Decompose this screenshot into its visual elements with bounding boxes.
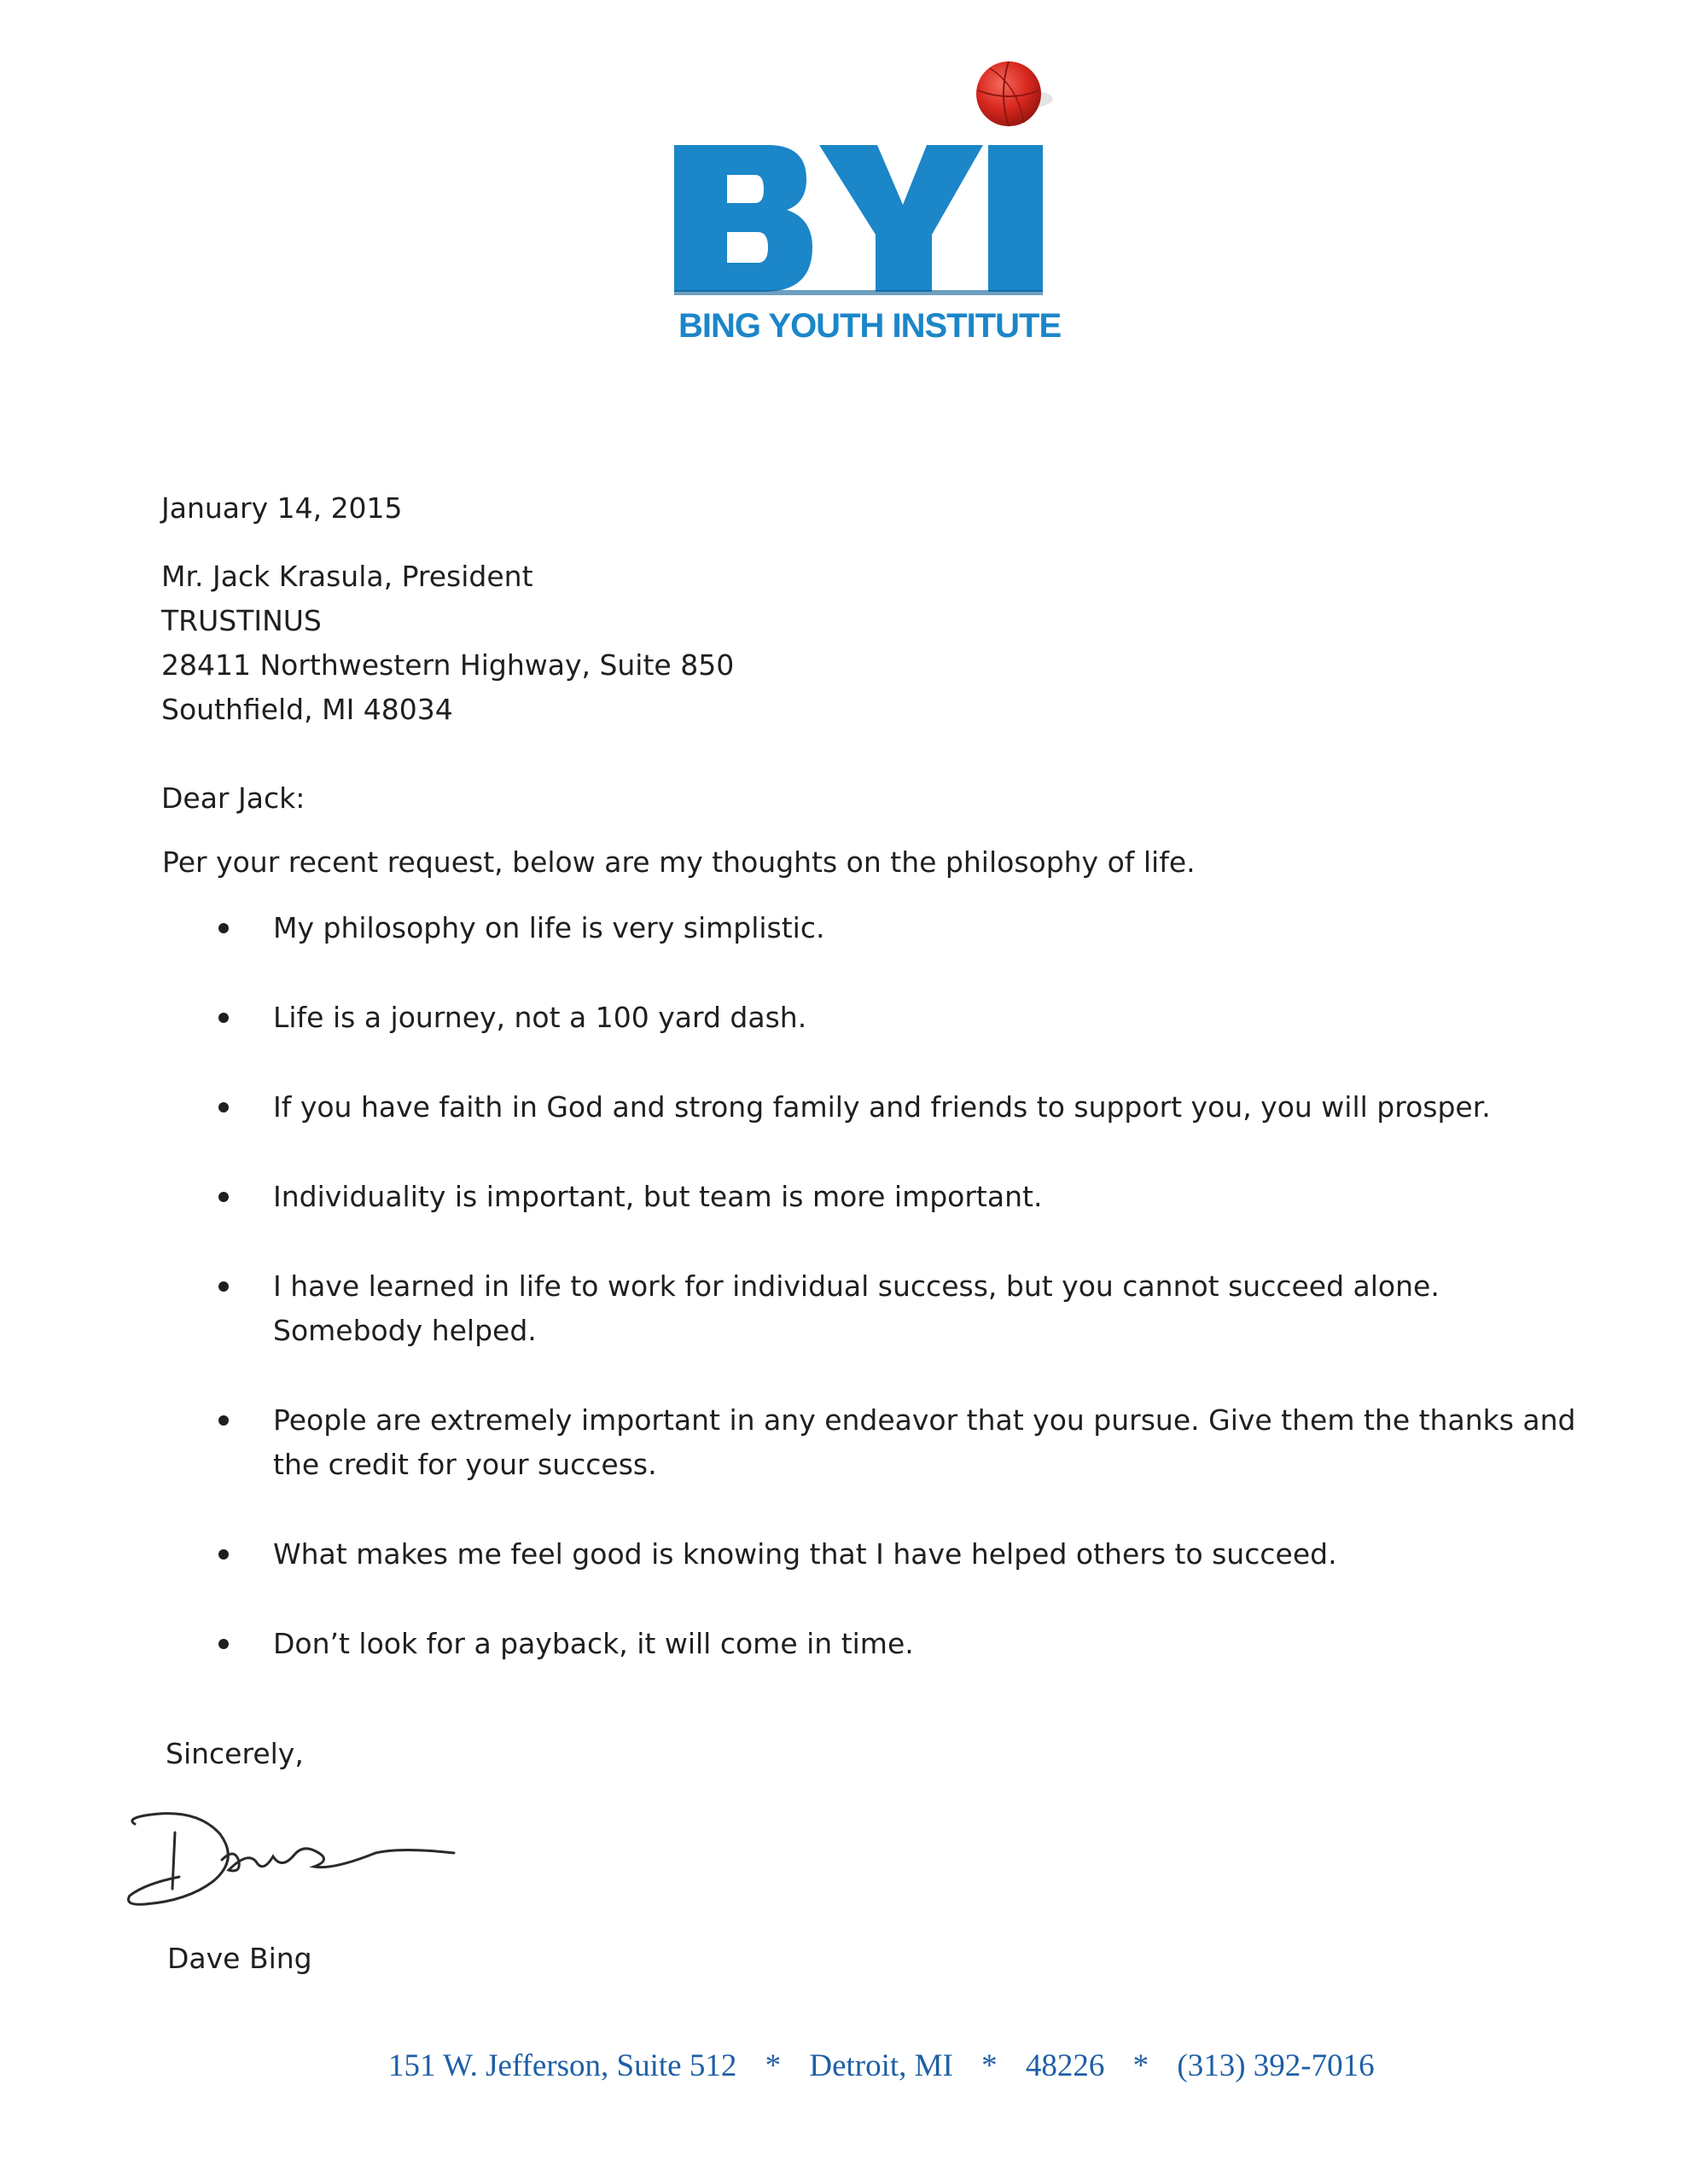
recipient-city: Southfield, MI 48034 (161, 693, 453, 726)
bullet-icon (218, 1281, 229, 1292)
footer-separator: * (765, 2048, 782, 2083)
list-item (213, 996, 1596, 1040)
bullet-icon (218, 1549, 229, 1560)
recipient-street: 28411 Northwestern Highway, Suite 850 (161, 648, 735, 682)
footer-zip: 48226 (1025, 2048, 1105, 2083)
closing: Sincerely, (166, 1737, 304, 1770)
list-item (213, 1398, 1613, 1487)
letter-date: January 14, 2015 (161, 491, 403, 525)
salutation: Dear Jack: (161, 781, 306, 815)
byi-letters (674, 145, 1043, 292)
bullet-icon (218, 1639, 229, 1649)
list-item-text: Don’t look for a payback, it will come in time. (273, 1627, 914, 1660)
signature-icon (119, 1800, 478, 1911)
signer-name: Dave Bing (167, 1942, 312, 1975)
recipient-name: Mr. Jack Krasula, President (161, 560, 533, 593)
basketball-icon (976, 61, 1053, 126)
footer-address (388, 2048, 1375, 2084)
bullet-icon (218, 1415, 229, 1426)
list-item (213, 1264, 1587, 1353)
list-item (213, 1622, 1596, 1666)
intro-paragraph: Per your recent request, below are my thoughts on the philosophy of life. (162, 845, 1196, 879)
list-item (213, 1175, 1596, 1219)
bullet-icon (218, 1192, 229, 1202)
list-item-text: Individuality is important, but team is more important. (273, 1180, 1043, 1213)
list-item-text: People are extremely important in any endeavor that you pursue. Give them the thanks and the credit for your success. (273, 1403, 1576, 1481)
footer-city: Detroit, MI (809, 2048, 953, 2083)
logo-subtitle: BING YOUTH INSTITUTE (678, 307, 1062, 345)
logo-mark (666, 51, 1075, 299)
bullet-icon (218, 923, 229, 933)
list-item-text: What makes me feel good is knowing that I have helped others to succeed. (273, 1537, 1337, 1571)
recipient-address (161, 555, 734, 732)
list-item-text: I have learned in life to work for individual success, but you cannot succeed alone. Somebody helped. (273, 1269, 1458, 1347)
list-item-text: My philosophy on life is very simplistic. (273, 911, 825, 944)
footer-street: 151 W. Jefferson, Suite 512 (388, 2048, 737, 2083)
philosophy-list (213, 906, 1596, 1711)
footer-phone: (313) 392-7016 (1177, 2048, 1375, 2083)
list-item (213, 1085, 1596, 1130)
recipient-company: TRUSTINUS (161, 604, 322, 637)
footer-separator: * (981, 2048, 998, 2083)
list-item-text: If you have faith in God and strong family and friends to support you, you will prosper. (273, 1090, 1491, 1124)
list-item (213, 1532, 1596, 1577)
list-item-text: Life is a journey, not a 100 yard dash. (273, 1001, 807, 1034)
bullet-icon (218, 1102, 229, 1112)
byi-logo (666, 51, 1075, 358)
footer-separator: * (1132, 2048, 1149, 2083)
bullet-icon (218, 1013, 229, 1023)
list-item (213, 906, 1596, 950)
